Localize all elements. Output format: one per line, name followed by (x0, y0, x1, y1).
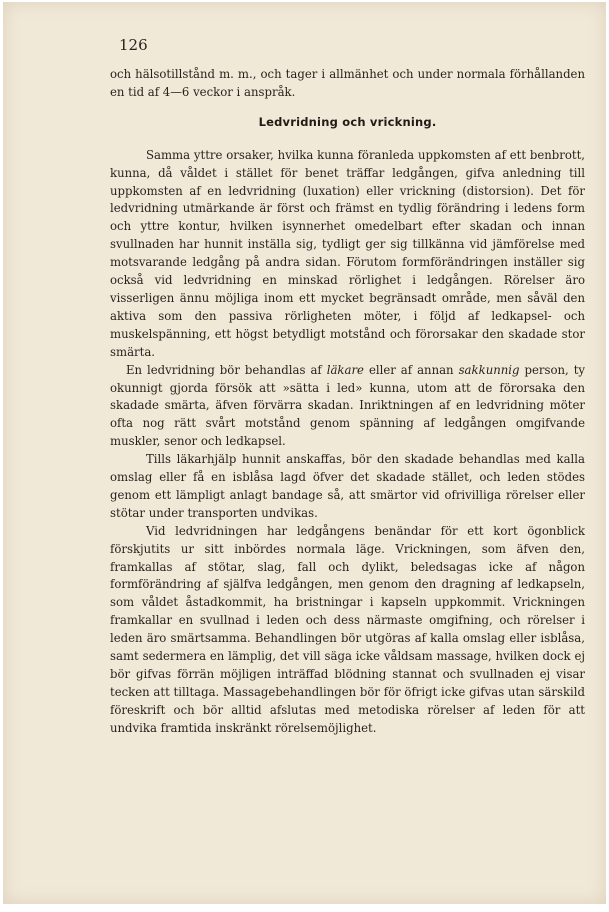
paragraph-3: Tills läkarhjälp hunnit anskaffas, bör den skadade behandlas med kalla omslag eller få en isblåsa lagd öfver det skadade stället, och leden stödes genom ett lämpligt anlagt bandage så, att smärtor vid ofrivilliga rörelser eller stötar under transporten undvikas. (110, 452, 585, 520)
section-heading: Ledvridning och vrickning. (258, 114, 437, 129)
book-page (3, 2, 606, 904)
paragraph-2-part-1: En ledvridning bör behandlas af (126, 362, 327, 377)
intro-paragraph: och hälsotillstånd m. m., och tager i allmänhet och under normala förhållanden en tid af 4—6 veckor i anspråk. (110, 67, 585, 99)
emphasis-sakkunnig: sakkunnig (458, 362, 520, 377)
emphasis-laekare: läkare (326, 362, 364, 377)
page-text (110, 66, 585, 738)
paragraph-2-part-2: eller af annan (363, 362, 459, 377)
page-number: 126 (119, 36, 148, 54)
paragraph-2 (110, 362, 585, 452)
paragraph-2-part-3: person, ty okunnigt gjorda försök att »sätta i led» kunna, utom att de förorsaka den skadade smärta, äfven förvärra skadan. Inriktningen af en ledvridning möter ofta nog rätt svårt motstånd genom spänning af ledgången omgifvande muskler, senor och ledkapsel. (110, 362, 585, 449)
paragraph-1: Samma yttre orsaker, hvilka kunna föranleda uppkomsten af ett benbrott, kunna, då våldet i stället för benet träffar ledgången, gifva anledning till uppkomsten af en ledvridning (luxation) eller vrickning (distorsion). Det för ledvridning utmärkande är först och främst en tydlig förändring i ledens form och yttre kontur, hvilken isynnerhet omedelbart efter skadan och innan svullnaden har hunnit inställa sig, tydligt ger sig tillkänna vid jämförelse med motsvarande ledgång på andra sidan. Förutom formförändringen inställer sig också vid ledvridning en minskad rörlighet i ledgången. Rörelser äro visserligen ännu möjliga inom ett mycket begränsadt område, men såväl den aktiva som den passiva rörligheten möter, i följd af ledkapsel- och muskelspänning, ett högst betydligt motstånd och förorsakar den skadade stor smärta. (110, 147, 585, 359)
paragraph-4: Vid ledvridningen har ledgångens benändar för ett kort ögonblick förskjutits ur sitt inbördes normala läge. Vrickningen, som äfven den, framkallas af stötar, slag, fall och dylikt, beledsagas icke af någon formförändring af själfva ledgången, men genom den dragning af ledkapseln, som våldet åstadkommit, ha bristningar i kapseln uppkommit. Vrickningen framkallar en svullnad i leden och dess närmaste omgifning, och rörelser i leden äro smärtsamma. Behandlingen bör utgöras af kalla omslag eller isblåsa, samt sedermera en lämplig, det vill säga icke våldsam massage, hvilken dock ej bör gifvas förrän möjligen inträffad blödning stannat och svullnaden ej visar tecken att tilltaga. Massagebehandlingen bör för öfrigt icke gifvas utan särskild föreskrift och bör alltid afslutas med metodiska rörelser af leden för att undvika framtida inskränkt rörelsemöjlighet. (110, 523, 585, 735)
